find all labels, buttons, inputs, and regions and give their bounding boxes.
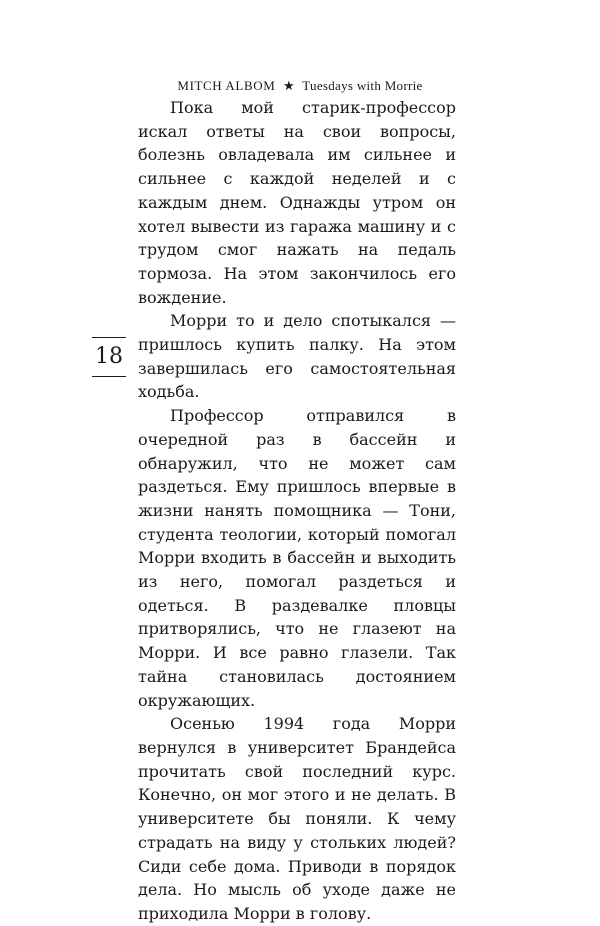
running-head-author: MITCH ALBOM (177, 78, 276, 93)
star-icon: ★ (282, 78, 295, 93)
running-head (0, 78, 600, 94)
paragraph: Профессор отправился в очередной раз в бассейн и обнаружил, что не может сам раздеться. Ему пришлось впервые в жизни нанять помощника — Тони, студента теологии, который помогал Морри входить в бассейн и выходить из него, помогал раздеться и одеться. В раздевалке пловцы притворялись, что не глазеют на Морри. И все равно глазели. Так тайна становилась достоянием окружающих. (138, 406, 456, 710)
page-number: 18 (95, 344, 123, 369)
paragraph: Осенью 1994 года Морри вернулся в университет Брандейса прочитать свой последний курс. Конечно, он мог этого и не делать. В университете бы поняли. К чему страдать на виду у стольких людей? Сиди себе дома. Приводи в порядок дела. Но мысль об уходе даже не приходила Морри в голову. (138, 714, 456, 923)
body-text (138, 96, 456, 926)
running-head-title: Tuesdays with Morrie (302, 78, 423, 93)
page-number-marker (92, 337, 126, 377)
paragraph: Морри то и дело спотыкался — пришлось купить палку. На этом завершилась его самостоятельная ходьба. (138, 311, 456, 402)
paragraph: Пока мой старик-профессор искал ответы на свои вопросы, болезнь овладевала им сильнее и сильнее с каждой неделей и с каждым днем. Однажды утром он хотел вывести из гаража машину и с трудом смог нажать на педаль тормоза. На этом закончилось его вождение. (138, 98, 456, 307)
page-number-bottom-rule (92, 376, 126, 377)
